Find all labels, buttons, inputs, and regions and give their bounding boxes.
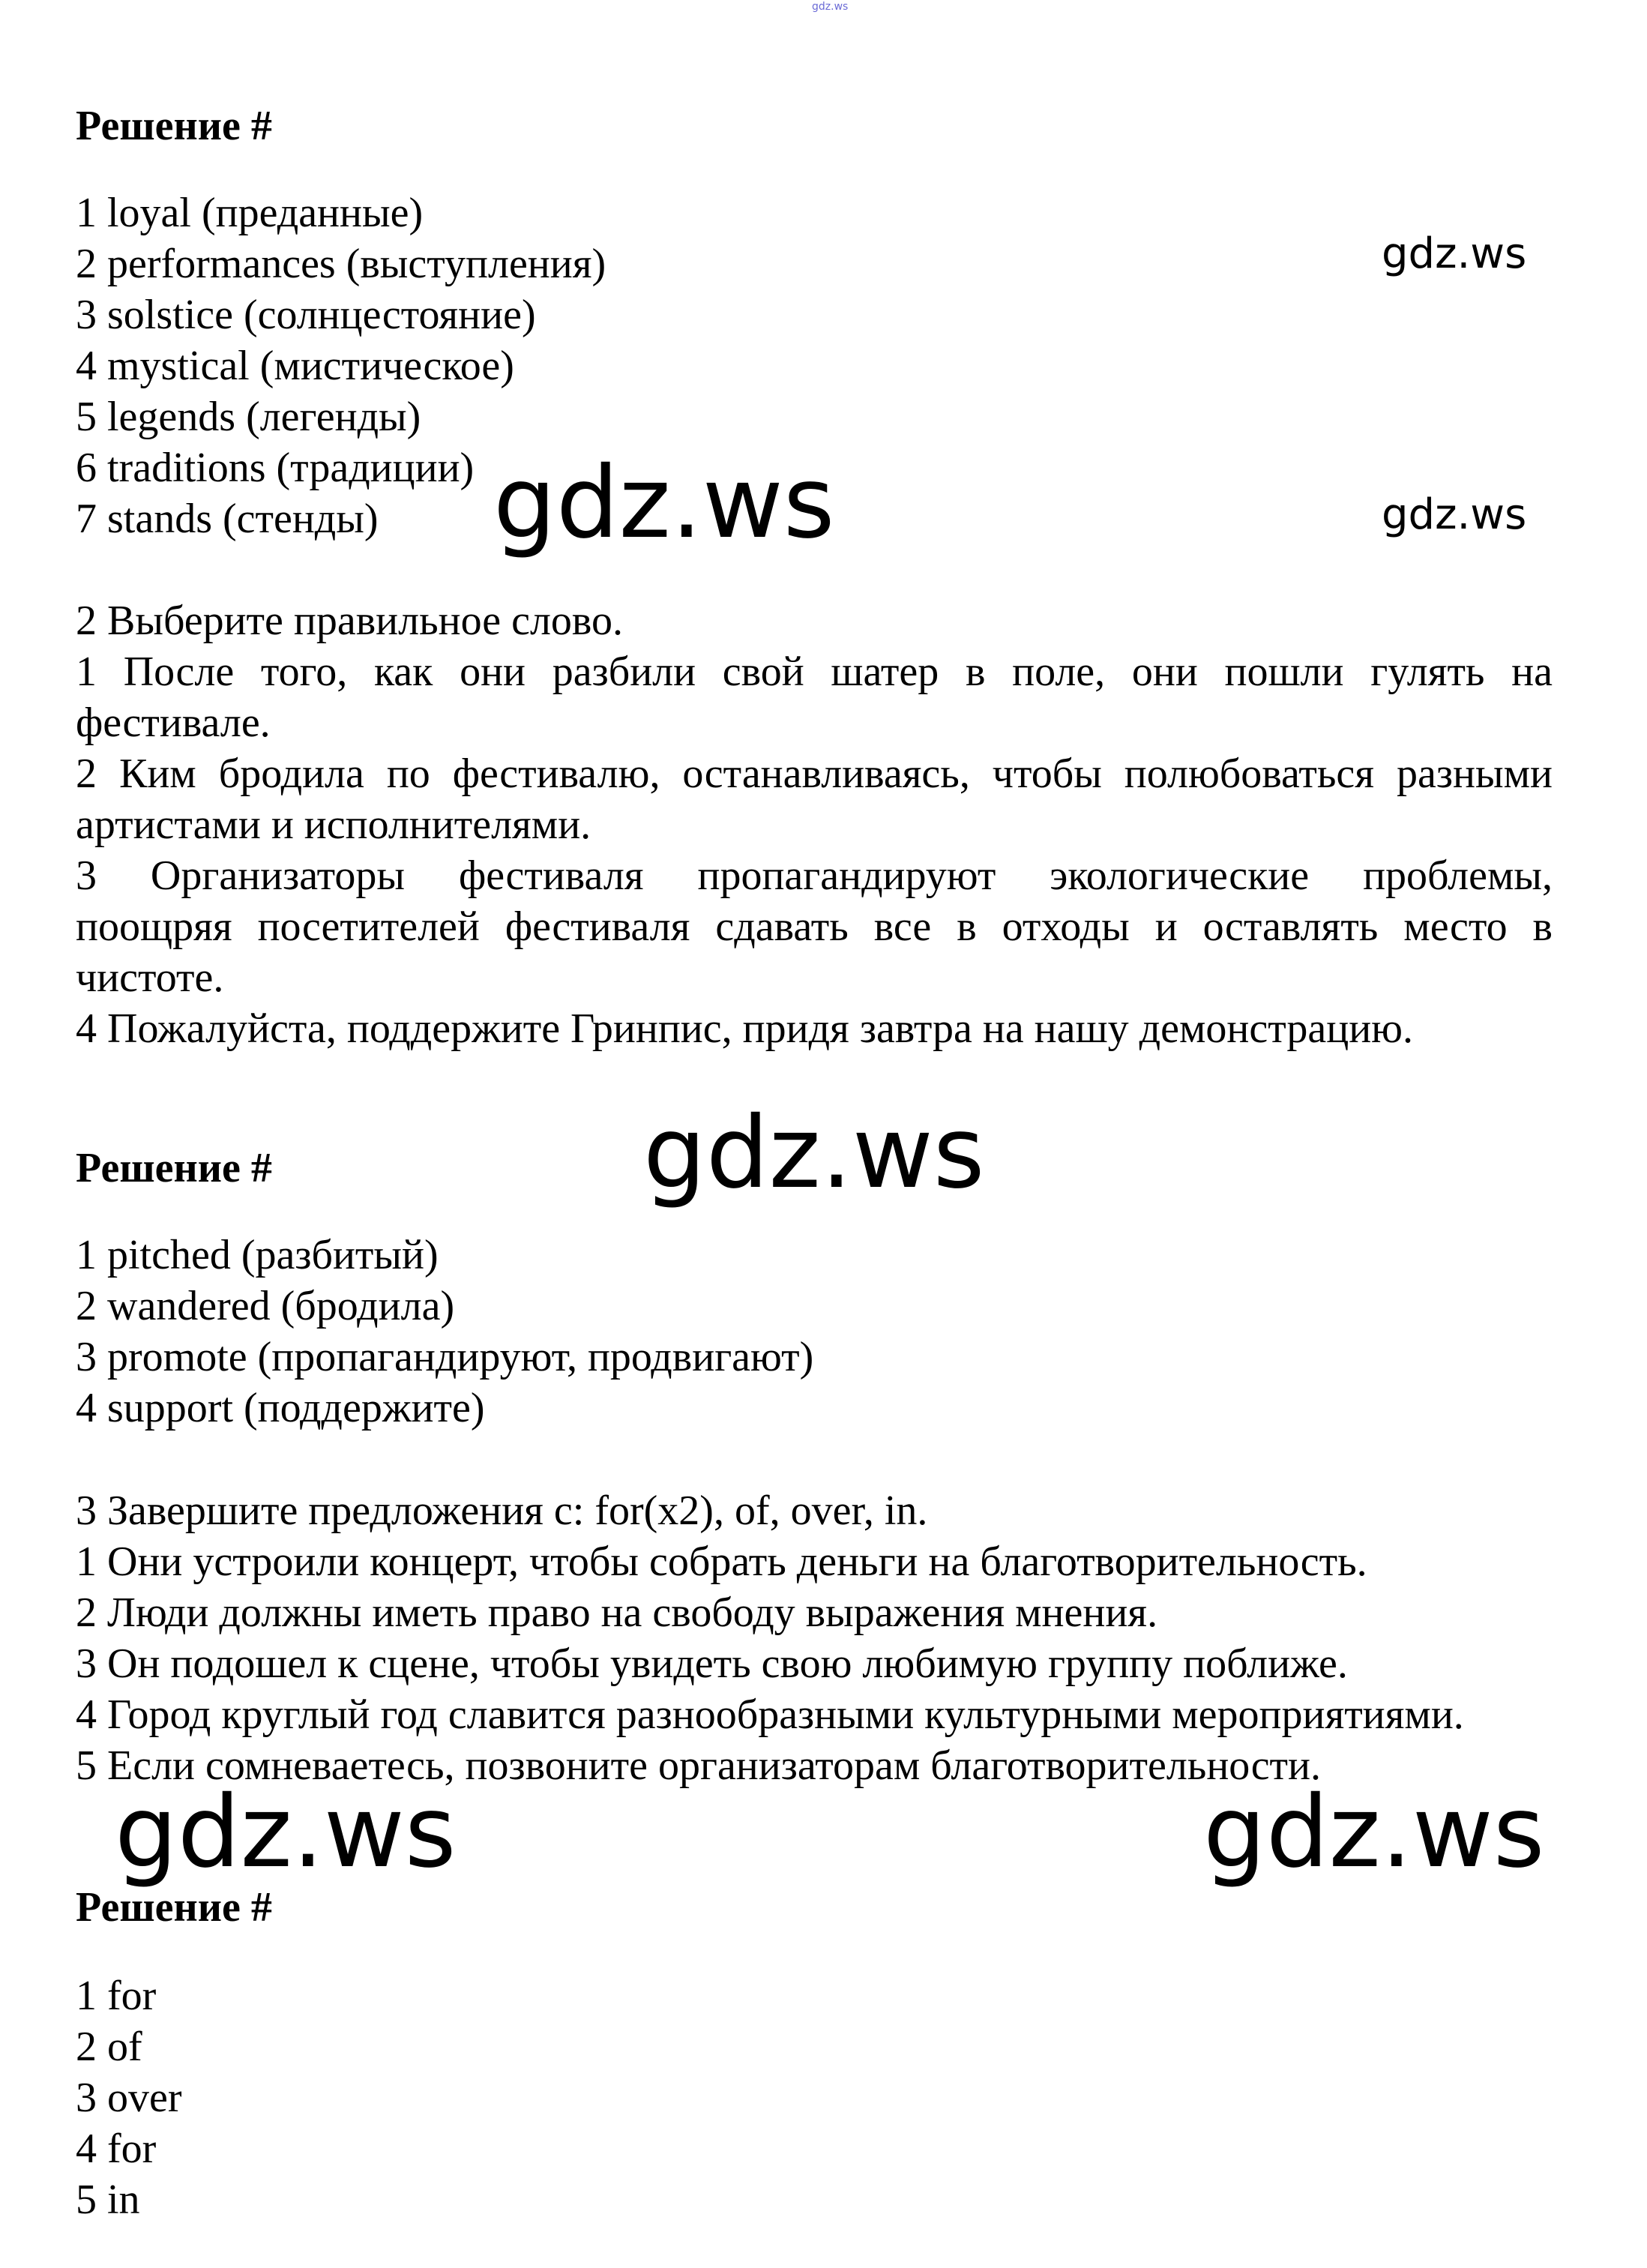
watermark-large: gdz.ws bbox=[1203, 1775, 1545, 1890]
watermark-small: gdz.ws bbox=[1382, 229, 1527, 278]
answer-item: 2 performances (выступления) bbox=[76, 241, 606, 287]
task-line: 3 Организаторы фестиваля пропагандируют экологические проблемы, bbox=[76, 852, 1553, 899]
watermark-small: gdz.ws bbox=[1382, 490, 1527, 539]
task-line: 4 Город круглый год славится разнообразными культурными мероприятиями. bbox=[76, 1691, 1464, 1738]
task-line: чистоте. bbox=[76, 954, 224, 1001]
task-title: 3 Завершите предложения с: for(x2), of, over, in. bbox=[76, 1488, 928, 1534]
watermark-large: gdz.ws bbox=[493, 445, 835, 561]
answer-item: 4 mystical (мистическое) bbox=[76, 343, 514, 389]
answer-item: 4 support (поддержите) bbox=[76, 1385, 485, 1431]
task-line: 5 Если сомневаетесь, позвоните организаторам благотворительности. bbox=[76, 1742, 1321, 1789]
answer-item: 5 legends (легенды) bbox=[76, 394, 421, 440]
task-line: 1 После того, как они разбили свой шатер в поле, они пошли гулять на bbox=[76, 649, 1553, 695]
answer-item: 6 traditions (традиции) bbox=[76, 445, 475, 491]
task-line: 4 Пожалуйста, поддержите Гринпис, придя завтра на нашу демонстрацию. bbox=[76, 1005, 1414, 1052]
task-title: 2 Выберите правильное слово. bbox=[76, 598, 623, 644]
answer-item: 3 over bbox=[76, 2075, 182, 2121]
answer-item: 3 promote (пропагандируют, продвигают) bbox=[76, 1334, 814, 1380]
answer-item: 3 solstice (солнцестояние) bbox=[76, 292, 536, 338]
task-line: 2 Ким бродила по фестивалю, останавливаясь, чтобы полюбоваться разными bbox=[76, 751, 1553, 797]
task-line: фестивале. bbox=[76, 700, 271, 746]
task-line: поощряя посетителей фестиваля сдавать все в отходы и оставлять место в bbox=[76, 903, 1553, 950]
solution-heading-1: Решение # bbox=[76, 103, 272, 149]
task-line: 1 Они устроили концерт, чтобы собрать деньги на благотворительность. bbox=[76, 1538, 1367, 1585]
task-line: 3 Он подошел к сцене, чтобы увидеть свою любимую группу поближе. bbox=[76, 1640, 1348, 1687]
solution-heading-3: Решение # bbox=[76, 1884, 272, 1931]
answer-item: 4 for bbox=[76, 2126, 157, 2172]
answer-item: 5 in bbox=[76, 2177, 140, 2223]
answer-item: 2 of bbox=[76, 2024, 142, 2070]
answer-item: 1 for bbox=[76, 1973, 157, 2019]
solution-heading-2: Решение # bbox=[76, 1145, 272, 1191]
answer-item: 7 stands (стенды) bbox=[76, 496, 379, 542]
watermark-large: gdz.ws bbox=[643, 1095, 985, 1211]
answer-item: 1 pitched (разбитый) bbox=[76, 1232, 439, 1278]
answer-item: 1 loyal (преданные) bbox=[76, 190, 424, 236]
answer-item: 2 wandered (бродила) bbox=[76, 1283, 455, 1329]
top-watermark: gdz.ws bbox=[812, 1, 849, 13]
watermark-large: gdz.ws bbox=[115, 1775, 457, 1890]
task-line: 2 Люди должны иметь право на свободу выражения мнения. bbox=[76, 1589, 1158, 1636]
task-line: артистами и исполнителями. bbox=[76, 801, 591, 848]
